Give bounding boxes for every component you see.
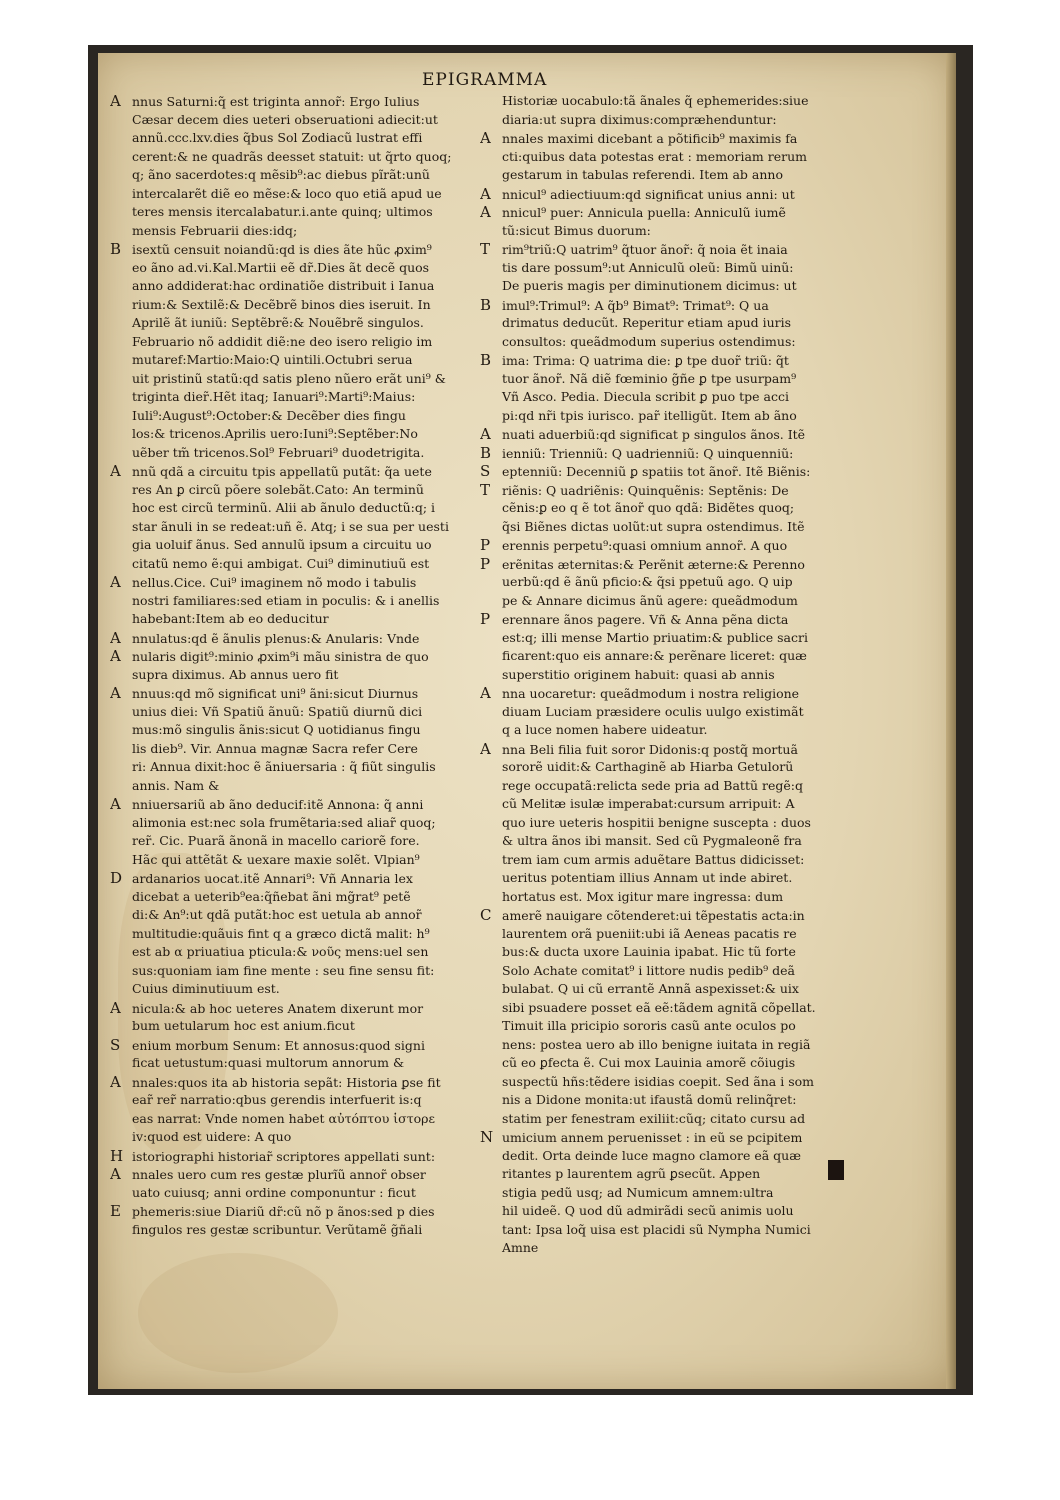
line-text: ri: Annua dixit:hoc ẽ ãniuersaria : q̃ fiũt singulis (132, 759, 436, 774)
text-line (480, 148, 864, 167)
line-text: lis dieb⁹. Vir. Annua magnæ Sacra refer Cere (132, 740, 418, 756)
text-line (110, 980, 486, 999)
text-line (110, 536, 486, 555)
line-text: Hãc qui attẽtãt & uexare maxie solẽt. Vlpian⁹ (132, 851, 420, 867)
line-text: anno addiderat:hac ordinatiõe distribuit i Ianua (132, 278, 435, 293)
line-text: rege occupatã:relicta sede pria ad Battũ regẽ:q (502, 777, 803, 793)
text-line (480, 1184, 864, 1203)
text-line (110, 962, 486, 981)
text-line (110, 203, 486, 222)
line-text: triginta dier̃.Hẽt itaq; Ianuari⁹:Marti⁹:Maius: (132, 389, 416, 404)
line-text: nnicul⁹ puer: Annicula puella: Anniculũ iumẽ (502, 205, 786, 220)
text-line (110, 407, 486, 426)
line-text: nnales:quos ita ab historia sepãt: Historia ꝑse fit (132, 1074, 441, 1090)
initial-letter: P (480, 536, 491, 554)
text-line (480, 222, 864, 241)
line-text: iv:quod est uidere: A quo (132, 1129, 292, 1144)
line-text: Februario nõ addidit diẽ:ne deo isero religio im (132, 333, 433, 349)
line-text: consultos: queãdmodum superius ostendimus: (502, 333, 796, 349)
initial-letter: A (110, 462, 121, 480)
line-text: uit pristinũ statũ:qd satis pleno nũero erãt uni⁹ & (132, 370, 446, 386)
text-line (480, 814, 864, 833)
text-line (110, 629, 486, 648)
line-text: isextũ censuit noiandũ:qd is dies ãte hũc ꝓxim⁹ (132, 242, 432, 257)
text-line (110, 1221, 486, 1240)
text-line (480, 1202, 864, 1221)
text-line (110, 888, 486, 907)
line-text: tũ:sicut Bimus duorum: (502, 222, 651, 238)
line-text: dedit. Orta deinde luce magno clamore eã quæ (502, 1147, 801, 1163)
text-line (480, 1221, 864, 1240)
line-text: tant: Ipsa loq̃ uisa est placidi sũ Nympha Numici (502, 1221, 811, 1237)
initial-letter: T (480, 480, 491, 499)
text-line (110, 703, 486, 722)
text-line (480, 1036, 864, 1055)
text-line (480, 333, 864, 352)
line-text: uato cuiusq; anni ordine componuntur : ficut (132, 1184, 416, 1200)
initial-letter: A (480, 684, 491, 702)
line-text: imul⁹:Trimul⁹: A q̃b⁹ Bimat⁹: Trimat⁹: Q ua (502, 297, 769, 313)
text-line (110, 296, 486, 315)
line-text: teres mensis itercalabatur.i.ante quinq; ultimos (132, 204, 433, 219)
line-text: eptenniũ: Decenniũ ꝑ spatiis tot ãnor̃. Itẽ Biẽnis: (502, 464, 811, 479)
text-line (110, 425, 486, 444)
text-line (110, 1128, 486, 1147)
text-line (480, 740, 864, 759)
line-text: suspectũ hñs:tẽdere isidias coepit. Sed ãna i som (502, 1073, 814, 1089)
text-line (110, 259, 486, 278)
text-line (480, 962, 864, 981)
text-line (480, 703, 864, 722)
line-text: nnulatus:qd ẽ ãnulis plenus:& Anularis: Vnde (132, 630, 420, 646)
line-text: hortatus est. Mox igitur mare ingressa: dum (502, 888, 784, 904)
line-text: De pueris magis per diminutionem dicimus: ut (502, 278, 797, 293)
initial-letter: P (480, 610, 491, 628)
text-line (480, 555, 864, 574)
text-line (480, 795, 864, 814)
initial-letter: T (480, 240, 491, 258)
text-line (480, 777, 864, 796)
text-line (480, 111, 864, 130)
line-text: Amne (502, 1240, 539, 1255)
text-line (110, 277, 486, 296)
initial-letter: H (110, 1146, 124, 1165)
line-text: pe & Annare dicimus ãnũ agere: queãdmodum (502, 592, 798, 608)
text-line (480, 536, 864, 555)
line-text: uẽber tm̃ tricenos.Sol⁹ Februari⁹ duodetrigita. (132, 444, 425, 460)
text-line (110, 518, 486, 537)
text-line (480, 869, 864, 888)
text-line (110, 666, 486, 685)
line-text: erennis perpetu⁹:quasi omnium annor̃. A quo (502, 538, 788, 553)
text-line (480, 1073, 864, 1092)
text-line (110, 999, 486, 1018)
initial-letter: E (110, 1202, 121, 1220)
text-line (110, 740, 486, 759)
line-text: nuati aduerbiũ:qd significat p singulos ãnos. Itẽ (502, 427, 806, 442)
text-line (110, 555, 486, 574)
line-text: mus:mõ singulis ãnis:sicut Q uotidianus fingu (132, 722, 421, 737)
line-text: annũ.ccc.lxv.dies q̃bus Sol Zodiacũ lustrat effi (132, 130, 423, 145)
text-line (110, 1147, 486, 1166)
text-line (480, 1091, 864, 1110)
text-line (480, 610, 864, 629)
line-text: gestarum in tabulas referendi. Item ab anno (502, 167, 783, 182)
text-line (110, 333, 486, 352)
line-text: erẽnitas æternitas:& Perẽnit æterne:& Perenno (502, 556, 805, 572)
text-line (480, 296, 864, 315)
line-text: istoriographi historiar̃ scriptores appellati sunt: (132, 1148, 436, 1164)
line-text: ardanarios uocat.itẽ Annari⁹: Vñ Annaria lex (132, 871, 413, 886)
text-line (480, 388, 864, 407)
line-text: phemeris:siue Diariũ dr̃:cũ nõ p ãnos:sed p dies (132, 1204, 435, 1219)
line-text: hil uideẽ. Q uod dũ admirãdi secũ animis uolu (502, 1203, 794, 1218)
text-line (110, 462, 486, 481)
text-line (110, 1036, 486, 1055)
text-line (110, 573, 486, 592)
initial-letter: A (110, 573, 121, 591)
text-line (480, 980, 864, 999)
text-line (110, 1110, 486, 1129)
line-text: cẽnis:ꝑ eo q ẽ tot ãnor̃ quo qdã: Bidẽtes quoq; (502, 500, 795, 515)
line-text: q; ãno sacerdotes:q mẽsib⁹:ac diebus pĩrãt:unũ (132, 167, 430, 182)
text-line (110, 647, 486, 666)
text-line (110, 111, 486, 130)
initial-letter: B (110, 240, 122, 258)
text-line (110, 1054, 486, 1073)
line-text: est:q; illi mense Martio priuatim:& publice sacri (502, 629, 808, 645)
text-line (480, 888, 864, 907)
line-text: mensis Februarii dies:idq; (132, 222, 298, 238)
line-text: Iuli⁹:August⁹:October:& Decẽber dies fingu (132, 407, 406, 423)
water-stain (138, 1253, 338, 1373)
line-text: nna Beli filia fuit soror Didonis:q postq̃ mortuã (502, 741, 798, 757)
initial-letter: A (110, 684, 121, 702)
ink-blot (828, 1160, 844, 1180)
line-text: superstitio originem habuit: quasi ab annis (502, 666, 775, 682)
line-text: statim per fenestram exiliit:cũq; citato cursu ad (502, 1110, 806, 1126)
text-line (110, 499, 486, 518)
initial-letter: A (110, 998, 121, 1017)
text-line (480, 925, 864, 944)
text-line (110, 314, 486, 333)
initial-letter: S (110, 1035, 121, 1054)
line-text: riẽnis: Q uadriẽnis: Quinquẽnis: Septẽnis: De (502, 482, 789, 498)
initial-letter: A (110, 1072, 121, 1091)
line-text: sibi psuadere posset eã eẽ:tãdem agnitã cõpellat. (502, 999, 816, 1015)
line-text: eo ãno ad.vi.Kal.Martii eẽ dr̃.Dies ãt decẽ quos (132, 259, 430, 275)
text-line (110, 1091, 486, 1110)
initial-letter: S (480, 462, 491, 480)
text-line (480, 1147, 864, 1166)
text-line (480, 129, 864, 148)
line-text: multitudie:quãuis fint q a græco dictã malit: h⁹ (132, 925, 430, 941)
line-text: eas narrat: Vnde nomen habet αὐτόπτου ἱστορε (132, 1110, 435, 1126)
line-text: erennare ãnos pagere. Vñ & Anna pẽna dicta (502, 612, 789, 627)
line-text: diuam Luciam præsidere oculis uulgo existimãt (502, 703, 804, 719)
text-line (480, 1128, 864, 1147)
line-text: nnales maximi dicebant a põtificib⁹ maximis fa (502, 131, 798, 146)
text-line (480, 185, 864, 204)
line-text: uerbũ:qd ẽ ãnũ pficio:& q̃si ppetuũ ago. Q uip (502, 574, 793, 589)
line-text: Historiæ uocabulo:tã ãnales q̃ ephemerides:siue (502, 93, 809, 108)
line-text: habebant:Item ab eo deducitur (132, 611, 329, 626)
text-line (110, 758, 486, 777)
line-text: Cæsar decem dies ueteri obseruationi adiecit:ut (132, 111, 438, 127)
initial-letter: C (480, 906, 492, 924)
text-line (480, 592, 864, 611)
text-line (110, 166, 486, 185)
text-line (480, 851, 864, 870)
text-line (110, 684, 486, 703)
line-text: ima: Trima: Q uatrima die: ꝑ tpe duor̃ triũ: q̃t (502, 353, 789, 368)
initial-letter: N (480, 1128, 494, 1146)
text-line (110, 481, 486, 500)
line-text: ear̃ rer̃ narratio:qbus gerendis interfuerit is:q (132, 1092, 422, 1107)
line-text: & ultra ãnos ibi mansit. Sed cũ Pygmaleonẽ fra (502, 833, 802, 848)
text-line (110, 185, 486, 204)
initial-letter: A (110, 92, 121, 110)
text-line (480, 259, 864, 278)
text-line (480, 481, 864, 500)
text-line (480, 629, 864, 648)
initial-letter: A (110, 628, 121, 647)
text-line (110, 388, 486, 407)
text-line (110, 906, 486, 925)
text-line (110, 832, 486, 851)
line-text: star ãnuli in se redeat:uñ ẽ. Atq; i se sua per uesti (132, 518, 449, 534)
line-text: nellus.Cice. Cui⁹ imaginem nõ modo i tabulis (132, 575, 417, 590)
text-line (110, 1202, 486, 1221)
text-line (480, 425, 864, 444)
line-text: amerẽ nauigare cõtenderet:ui tẽpestatis acta:in (502, 908, 805, 923)
text-line (480, 721, 864, 740)
page-edge (946, 53, 956, 1389)
text-line (480, 314, 864, 333)
text-line (480, 684, 864, 703)
text-line (480, 277, 864, 296)
text-line (110, 777, 486, 796)
text-line (480, 943, 864, 962)
text-line (110, 129, 486, 148)
line-text: cerent:& ne quadrãs deesset statuit: ut q̃rto quoq; (132, 148, 452, 164)
text-line (110, 592, 486, 611)
line-text: fingulos res gestæ scribuntur. Verũtamẽ g̃ñali (132, 1221, 423, 1237)
text-line (480, 499, 864, 518)
line-text: nostri familiares:sed etiam in poculis: & i anellis (132, 592, 440, 608)
text-line (110, 851, 486, 870)
text-line (110, 814, 486, 833)
line-text: ficat uetustum:quasi multorum annorum & (132, 1055, 405, 1070)
line-text: bulabat. Q ui cũ errantẽ Annã aspexisset:& uix (502, 981, 799, 996)
text-line (110, 148, 486, 167)
text-line (480, 1239, 864, 1258)
text-line (110, 370, 486, 389)
line-text: ienniũ: Trienniũ: Q uadrienniũ: Q uinquenniũ: (502, 445, 794, 461)
text-line (110, 721, 486, 740)
text-line (480, 1165, 864, 1184)
line-text: quo iure ueteris hospitii benigne suscepta : duos (502, 814, 811, 830)
line-text: mutaref:Martio:Maio:Q uintili.Octubri serua (132, 352, 413, 367)
line-text: annis. Nam & (132, 777, 220, 793)
line-text: intercalarẽt diẽ eo mẽse:& loco quo etiã apud ue (132, 185, 442, 201)
initial-letter: A (110, 1165, 121, 1183)
line-text: cti:quibus data potestas erat : memoriam rerum (502, 148, 807, 164)
line-text: q a luce nomen habere uideatur. (502, 722, 708, 737)
line-text: ficarent:quo eis annare:& perẽnare liceret: quæ (502, 648, 807, 663)
line-text: est ab α priuatiua pticula:& νοῦς mens:uel sen (132, 944, 429, 959)
line-text: bus:& ducta uxore Lauinia ipabat. Hic tũ forte (502, 944, 796, 959)
line-text: nniuersariũ ab ãno deducif:itẽ Annona: q̃ anni (132, 797, 424, 812)
line-text: stigia pedũ usq; ad Numicum amnem:ultra (502, 1184, 774, 1200)
line-text: drimatus deducũt. Reperitur etiam apud iuris (502, 315, 792, 330)
line-text: alimonia est:nec sola frumẽtaria:sed aliar̃ quoq; (132, 814, 436, 830)
line-text: nnuus:qd mõ significat uni⁹ ãni:sicut Diurnus (132, 686, 419, 701)
line-text: nna uocaretur: queãdmodum i nostra religione (502, 686, 800, 701)
text-line (110, 1184, 486, 1203)
right-text-column (480, 92, 864, 1258)
line-text: nis a Didone monita:ut ifaustã domũ relinq̃ret: (502, 1092, 797, 1107)
line-text: rer̃. Cic. Puarã ãnonã in macello cariorẽ fore. (132, 833, 420, 848)
line-text: citatũ nemo ẽ:qui ambigat. Cui⁹ diminutiuũ est (132, 555, 430, 571)
initial-letter: A (110, 795, 121, 813)
line-text: rim⁹triũ:Q uatrim⁹ q̃tuor ãnor̃: q̃ noia ẽt inaia (502, 242, 788, 257)
text-line (110, 222, 486, 241)
line-text: Timuit illa pricipio sororis casũ ante oculos po (502, 1018, 796, 1033)
initial-letter: B (480, 295, 492, 314)
line-text: cũ eo ꝑfecta ẽ. Cui mox Lauinia amorẽ cõiugis (502, 1055, 796, 1070)
text-line (480, 203, 864, 222)
line-text: di:& An⁹:ut qdã putãt:hoc est uetula ab annor̃ (132, 907, 422, 922)
text-line (110, 1165, 486, 1184)
line-text: Aprilẽ ãt iuniũ: Septẽbrẽ:& Nouẽbrẽ singulos. (132, 315, 424, 330)
line-text: ritantes p laurentem agrũ ꝑsecũt. Appen (502, 1166, 761, 1181)
line-text: pi:qd nr̃i tpis iurisco. par̃ itelligũt. Item ab ãno (502, 407, 797, 423)
line-text: unius diei: Vñ Spatiũ ãnuũ: Spatiũ diurnũ dici (132, 703, 423, 719)
line-text: diaria:ut supra diximus:compræhenduntur: (502, 111, 777, 127)
text-line (110, 925, 486, 944)
text-line (110, 869, 486, 888)
initial-letter: D (110, 869, 123, 887)
page-header: EPIGRAMMA (422, 70, 548, 90)
initial-letter: B (480, 351, 492, 369)
initial-letter: A (480, 425, 491, 443)
line-text: rium:& Sextilẽ:& Decẽbrẽ binos dies iseruit. In (132, 296, 431, 312)
text-line (110, 240, 486, 259)
text-line (110, 1073, 486, 1092)
initial-letter: A (480, 129, 491, 147)
initial-letter: A (110, 647, 121, 665)
initial-letter: A (480, 739, 491, 758)
text-line (480, 92, 864, 111)
text-line (110, 444, 486, 463)
initial-letter: P (480, 554, 491, 573)
line-text: Cuius diminutiuum est. (132, 981, 280, 996)
text-line (480, 832, 864, 851)
line-text: sororẽ uidit:& Carthaginẽ ab Hiarba Getulorũ (502, 759, 794, 774)
line-text: dicebat a ueterib⁹ea:q̃ñebat ãni mg̃rat⁹ petẽ (132, 888, 411, 904)
line-text: enium morbum Senum: Et annosus:quod signi (132, 1037, 425, 1053)
line-text: los:& tricenos.Aprilis uero:Iuni⁹:Septẽber:No (132, 426, 418, 441)
line-text: nicula:& ab hoc ueteres Anatem dixerunt mor (132, 1000, 424, 1016)
text-line (480, 407, 864, 426)
line-text: laurentem orã pueniit:ubi iã Aeneas pacatis re (502, 925, 797, 941)
line-text: res An ꝑ circũ põere solebãt.Cato: An terminũ (132, 481, 424, 497)
text-line (480, 999, 864, 1018)
text-line (480, 758, 864, 777)
initial-letter: B (480, 443, 492, 462)
line-text: trem iam cum armis aduẽtare Battus didicisset: (502, 851, 805, 867)
line-text: bum uetularum hoc est anium.ficut (132, 1018, 355, 1033)
left-text-column (110, 92, 486, 1239)
line-text: q̃si Biẽnes dictas uolũt:ut supra ostendimus. Itẽ (502, 518, 805, 534)
text-line (480, 462, 864, 481)
line-text: nnales uero cum res gestæ plurĩũ annor̃ obser (132, 1167, 426, 1182)
line-text: nnicul⁹ adiectiuum:qd significat unius anni: ut (502, 186, 795, 202)
line-text: sus:quoniam iam fine mente : seu fine sensu fit: (132, 962, 435, 978)
line-text: ueritus potentiam illius Annam ut inde abiret. (502, 870, 793, 885)
text-line (480, 166, 864, 185)
text-line (480, 518, 864, 537)
line-text: supra diximus. Ab annus uero fit (132, 666, 339, 682)
text-line (480, 647, 864, 666)
line-text: nens: postea uero ab illo benigne iuitata in regiã (502, 1036, 811, 1052)
initial-letter: A (480, 203, 491, 221)
text-line (110, 351, 486, 370)
text-line (480, 1017, 864, 1036)
line-text: nnus Saturni:q̃ est triginta annor̃: Ergo Iulius (132, 94, 420, 109)
line-text: gia uoluif ãnus. Sed annulũ ipsum a circuitu uo (132, 537, 432, 552)
text-line (480, 351, 864, 370)
line-text: cũ Melitæ isulæ imperabat:cursum arripuit: A (502, 796, 795, 811)
initial-letter: A (480, 184, 491, 203)
line-text: hoc est circũ terminũ. Alii ab ãnulo deductũ:q; i (132, 500, 436, 515)
line-text: nularis digit⁹:minio ꝓxim⁹i mãu sinistra de quo (132, 649, 429, 664)
text-line (480, 1054, 864, 1073)
line-text: Vñ Asco. Pedia. Diecula scribit ꝑ puo tpe acci (502, 389, 789, 404)
line-text: tis dare possum⁹:ut Anniculũ oleũ: Bimũ uinũ: (502, 259, 794, 275)
text-line (480, 906, 864, 925)
line-text: nnũ qdã a circuitu tpis appellatũ putãt: q̃a uete (132, 464, 432, 479)
text-line (110, 92, 486, 111)
line-text: Solo Achate comitat⁹ i littore nudis pedib⁹ deã (502, 962, 795, 978)
text-line (480, 240, 864, 259)
text-line (480, 666, 864, 685)
text-line (110, 1017, 486, 1036)
text-line (480, 573, 864, 592)
text-line (480, 1110, 864, 1129)
text-line (110, 943, 486, 962)
text-line (110, 610, 486, 629)
line-text: umicium annem peruenisset : in eũ se pcipitem (502, 1130, 803, 1145)
text-line (480, 444, 864, 463)
text-line (110, 795, 486, 814)
text-line (480, 370, 864, 389)
line-text: tuor ãnor̃. Nã diẽ fœminio g̃ñe ꝑ tpe usurpam⁹ (502, 370, 797, 386)
